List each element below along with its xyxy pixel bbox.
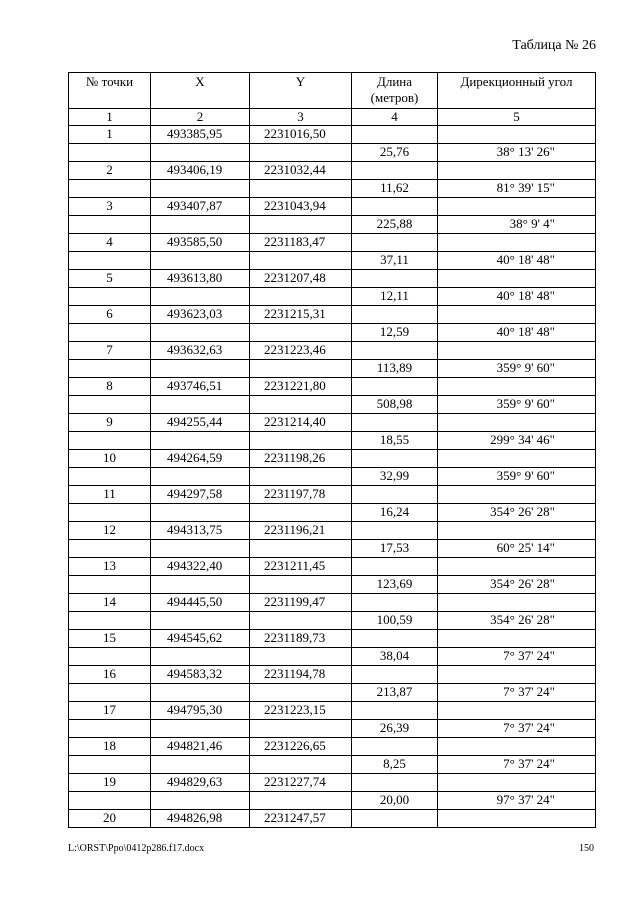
cell-direction-angle: 40° 18' 48": [438, 252, 596, 270]
cell-length: [352, 378, 438, 396]
cell-length: 37,11: [352, 252, 438, 270]
cell-point-number: 14: [69, 594, 151, 612]
cell-direction-angle: [438, 198, 596, 216]
cell-length: [352, 594, 438, 612]
cell-direction-angle: [438, 270, 596, 288]
cell-x: [151, 720, 250, 738]
cell-point-number: [69, 432, 151, 450]
cell-direction-angle: [438, 342, 596, 360]
cell-direction-angle: [438, 702, 596, 720]
cell-x: [151, 576, 250, 594]
cell-direction-angle: 81° 39' 15": [438, 180, 596, 198]
cell-point-number: [69, 468, 151, 486]
cell-x: [151, 216, 250, 234]
table-row: [69, 702, 596, 720]
cell-point-number: [69, 684, 151, 702]
table-row: [69, 738, 596, 756]
table-row: [69, 432, 596, 450]
cell-length: 20,00: [352, 792, 438, 810]
cell-length: 17,53: [352, 540, 438, 558]
cell-y: 2231016,50: [250, 126, 352, 144]
cell-x: 493632,63: [151, 342, 250, 360]
table-row: [69, 234, 596, 252]
cell-direction-angle: [438, 378, 596, 396]
cell-x: 493406,19: [151, 162, 250, 180]
cell-x: 494545,62: [151, 630, 250, 648]
table-row: [69, 540, 596, 558]
cell-point-number: [69, 720, 151, 738]
cell-length: [352, 450, 438, 468]
cell-y: 2231211,45: [250, 558, 352, 576]
cell-point-number: [69, 504, 151, 522]
cell-length: [352, 738, 438, 756]
cell-direction-angle: 40° 18' 48": [438, 288, 596, 306]
cell-direction-angle: [438, 558, 596, 576]
cell-length: [352, 198, 438, 216]
cell-length: [352, 810, 438, 828]
table-row: [69, 342, 596, 360]
cell-length: [352, 702, 438, 720]
cell-length: [352, 414, 438, 432]
cell-point-number: 18: [69, 738, 151, 756]
cell-y: [250, 288, 352, 306]
cell-y: 2231227,74: [250, 774, 352, 792]
cell-y: 2231194,78: [250, 666, 352, 684]
cell-x: [151, 792, 250, 810]
cell-y: [250, 576, 352, 594]
cell-direction-angle: [438, 234, 596, 252]
table-row: [69, 630, 596, 648]
cell-y: [250, 504, 352, 522]
cell-y: 2231226,65: [250, 738, 352, 756]
table-row: [69, 522, 596, 540]
cell-direction-angle: 299° 34' 46": [438, 432, 596, 450]
cell-length: [352, 306, 438, 324]
cell-length: [352, 774, 438, 792]
column-number: 5: [438, 109, 596, 126]
cell-direction-angle: [438, 450, 596, 468]
column-number: 1: [69, 109, 151, 126]
cell-x: 494313,75: [151, 522, 250, 540]
cell-length: 32,99: [352, 468, 438, 486]
cell-y: [250, 144, 352, 162]
cell-point-number: [69, 252, 151, 270]
cell-point-number: [69, 180, 151, 198]
cell-x: 494795,30: [151, 702, 250, 720]
cell-y: [250, 684, 352, 702]
cell-x: [151, 540, 250, 558]
cell-x: 494255,44: [151, 414, 250, 432]
coordinates-table: [68, 72, 596, 828]
cell-point-number: 3: [69, 198, 151, 216]
cell-point-number: 1: [69, 126, 151, 144]
table-row: [69, 594, 596, 612]
cell-length: 12,59: [352, 324, 438, 342]
table-row: [69, 144, 596, 162]
cell-length: 26,39: [352, 720, 438, 738]
table-row: [69, 774, 596, 792]
cell-point-number: [69, 612, 151, 630]
table-row: [69, 414, 596, 432]
cell-direction-angle: 354° 26' 28": [438, 612, 596, 630]
table-row: [69, 450, 596, 468]
cell-y: [250, 252, 352, 270]
table-row: [69, 648, 596, 666]
cell-x: 494826,98: [151, 810, 250, 828]
cell-point-number: 10: [69, 450, 151, 468]
table-row: [69, 684, 596, 702]
cell-x: 493623,03: [151, 306, 250, 324]
table-header-row: [69, 73, 596, 109]
table-body: [69, 126, 596, 828]
cell-y: 2231043,94: [250, 198, 352, 216]
cell-point-number: 15: [69, 630, 151, 648]
cell-y: 2231223,15: [250, 702, 352, 720]
cell-x: 494297,58: [151, 486, 250, 504]
cell-length: 8,25: [352, 756, 438, 774]
cell-direction-angle: 7° 37' 24": [438, 684, 596, 702]
table-row: [69, 810, 596, 828]
cell-point-number: [69, 396, 151, 414]
cell-length: 12,11: [352, 288, 438, 306]
table-row: [69, 288, 596, 306]
cell-x: 494583,32: [151, 666, 250, 684]
cell-point-number: 16: [69, 666, 151, 684]
cell-length: 100,59: [352, 612, 438, 630]
cell-y: 2231221,80: [250, 378, 352, 396]
cell-point-number: 9: [69, 414, 151, 432]
column-number: 4: [352, 109, 438, 126]
cell-y: 2231198,26: [250, 450, 352, 468]
cell-y: 2231199,47: [250, 594, 352, 612]
cell-x: 493385,95: [151, 126, 250, 144]
cell-length: [352, 234, 438, 252]
table-row: [69, 612, 596, 630]
cell-length: [352, 666, 438, 684]
cell-y: [250, 792, 352, 810]
cell-point-number: 19: [69, 774, 151, 792]
cell-length: 25,76: [352, 144, 438, 162]
cell-length: 16,24: [352, 504, 438, 522]
cell-y: 2231223,46: [250, 342, 352, 360]
cell-direction-angle: 7° 37' 24": [438, 648, 596, 666]
cell-direction-angle: 40° 18' 48": [438, 324, 596, 342]
cell-point-number: 5: [69, 270, 151, 288]
cell-y: [250, 216, 352, 234]
cell-direction-angle: 38° 13' 26": [438, 144, 596, 162]
cell-direction-angle: 7° 37' 24": [438, 756, 596, 774]
table-row: [69, 306, 596, 324]
table-row: [69, 216, 596, 234]
table-row: [69, 558, 596, 576]
cell-y: [250, 360, 352, 378]
cell-point-number: 12: [69, 522, 151, 540]
cell-x: 494264,59: [151, 450, 250, 468]
table-row: [69, 576, 596, 594]
cell-x: 494445,50: [151, 594, 250, 612]
cell-y: [250, 612, 352, 630]
cell-point-number: 7: [69, 342, 151, 360]
cell-length: [352, 342, 438, 360]
cell-y: [250, 180, 352, 198]
cell-y: [250, 468, 352, 486]
cell-direction-angle: [438, 522, 596, 540]
header-point-number: № точки: [69, 73, 151, 109]
table-row: [69, 324, 596, 342]
cell-direction-angle: 359° 9' 60": [438, 360, 596, 378]
header-direction-angle: Дирекционный угол: [438, 73, 596, 109]
cell-direction-angle: [438, 486, 596, 504]
table-row: [69, 396, 596, 414]
cell-point-number: [69, 756, 151, 774]
cell-y: [250, 432, 352, 450]
cell-y: [250, 648, 352, 666]
cell-point-number: [69, 216, 151, 234]
cell-direction-angle: [438, 738, 596, 756]
cell-point-number: 8: [69, 378, 151, 396]
cell-x: [151, 612, 250, 630]
cell-point-number: 17: [69, 702, 151, 720]
cell-x: [151, 360, 250, 378]
cell-y: 2231197,78: [250, 486, 352, 504]
cell-point-number: 11: [69, 486, 151, 504]
cell-x: [151, 180, 250, 198]
table-row: [69, 198, 596, 216]
cell-x: 494821,46: [151, 738, 250, 756]
column-number: 2: [151, 109, 250, 126]
cell-x: [151, 756, 250, 774]
cell-x: 494829,63: [151, 774, 250, 792]
header-y: Y: [250, 73, 352, 109]
table-row: [69, 162, 596, 180]
table-row: [69, 378, 596, 396]
cell-x: [151, 252, 250, 270]
cell-length: 225,88: [352, 216, 438, 234]
cell-direction-angle: [438, 594, 596, 612]
cell-direction-angle: [438, 630, 596, 648]
column-number-row: [69, 109, 596, 126]
cell-y: 2231196,21: [250, 522, 352, 540]
table-row: [69, 486, 596, 504]
cell-direction-angle: 38° 9' 4": [438, 216, 596, 234]
cell-point-number: 2: [69, 162, 151, 180]
footer-file-path: L:\ORST\Ppo\0412p286.f17.docx: [68, 843, 205, 854]
cell-length: [352, 558, 438, 576]
cell-direction-angle: 7° 37' 24": [438, 720, 596, 738]
cell-direction-angle: [438, 810, 596, 828]
header-length: Длина (метров): [352, 73, 438, 109]
cell-direction-angle: [438, 774, 596, 792]
cell-y: [250, 756, 352, 774]
table-row: [69, 126, 596, 144]
cell-point-number: [69, 324, 151, 342]
cell-y: 2231247,57: [250, 810, 352, 828]
cell-point-number: 13: [69, 558, 151, 576]
cell-x: 493585,50: [151, 234, 250, 252]
cell-x: [151, 684, 250, 702]
cell-point-number: [69, 288, 151, 306]
cell-direction-angle: [438, 126, 596, 144]
cell-length: 508,98: [352, 396, 438, 414]
cell-y: 2231215,31: [250, 306, 352, 324]
cell-y: [250, 720, 352, 738]
cell-y: 2231207,48: [250, 270, 352, 288]
cell-direction-angle: 354° 26' 28": [438, 576, 596, 594]
cell-length: 38,04: [352, 648, 438, 666]
cell-point-number: [69, 144, 151, 162]
cell-length: 18,55: [352, 432, 438, 450]
cell-x: 494322,40: [151, 558, 250, 576]
cell-point-number: 20: [69, 810, 151, 828]
cell-direction-angle: [438, 666, 596, 684]
cell-y: [250, 540, 352, 558]
cell-y: 2231214,40: [250, 414, 352, 432]
page-number: 150: [579, 843, 594, 854]
table-row: [69, 504, 596, 522]
cell-length: 11,62: [352, 180, 438, 198]
cell-y: [250, 324, 352, 342]
cell-point-number: [69, 792, 151, 810]
cell-x: 493613,80: [151, 270, 250, 288]
cell-direction-angle: 60° 25' 14": [438, 540, 596, 558]
table-row: [69, 180, 596, 198]
cell-point-number: 4: [69, 234, 151, 252]
cell-x: [151, 648, 250, 666]
cell-length: [352, 630, 438, 648]
cell-y: 2231032,44: [250, 162, 352, 180]
cell-point-number: 6: [69, 306, 151, 324]
cell-x: [151, 504, 250, 522]
cell-direction-angle: 359° 9' 60": [438, 396, 596, 414]
cell-length: 113,89: [352, 360, 438, 378]
cell-length: 213,87: [352, 684, 438, 702]
table-row: [69, 468, 596, 486]
cell-x: [151, 432, 250, 450]
table-row: [69, 252, 596, 270]
table-row: [69, 792, 596, 810]
cell-y: [250, 396, 352, 414]
cell-point-number: [69, 576, 151, 594]
table-row: [69, 360, 596, 378]
cell-point-number: [69, 360, 151, 378]
column-number: 3: [250, 109, 352, 126]
table-row: [69, 270, 596, 288]
cell-length: [352, 522, 438, 540]
cell-x: [151, 468, 250, 486]
cell-point-number: [69, 540, 151, 558]
cell-x: [151, 324, 250, 342]
cell-direction-angle: [438, 414, 596, 432]
table-caption: Таблица № 26: [512, 38, 596, 53]
cell-direction-angle: 359° 9' 60": [438, 468, 596, 486]
cell-y: 2231189,73: [250, 630, 352, 648]
cell-y: 2231183,47: [250, 234, 352, 252]
cell-x: [151, 396, 250, 414]
cell-x: 493407,87: [151, 198, 250, 216]
cell-length: 123,69: [352, 576, 438, 594]
cell-point-number: [69, 648, 151, 666]
cell-x: [151, 288, 250, 306]
cell-direction-angle: 97° 37' 24": [438, 792, 596, 810]
table-row: [69, 666, 596, 684]
table-row: [69, 720, 596, 738]
cell-length: [352, 486, 438, 504]
header-x: X: [151, 73, 250, 109]
cell-direction-angle: 354° 26' 28": [438, 504, 596, 522]
cell-length: [352, 162, 438, 180]
cell-direction-angle: [438, 306, 596, 324]
cell-x: 493746,51: [151, 378, 250, 396]
cell-length: [352, 270, 438, 288]
cell-x: [151, 144, 250, 162]
cell-direction-angle: [438, 162, 596, 180]
table-row: [69, 756, 596, 774]
cell-length: [352, 126, 438, 144]
